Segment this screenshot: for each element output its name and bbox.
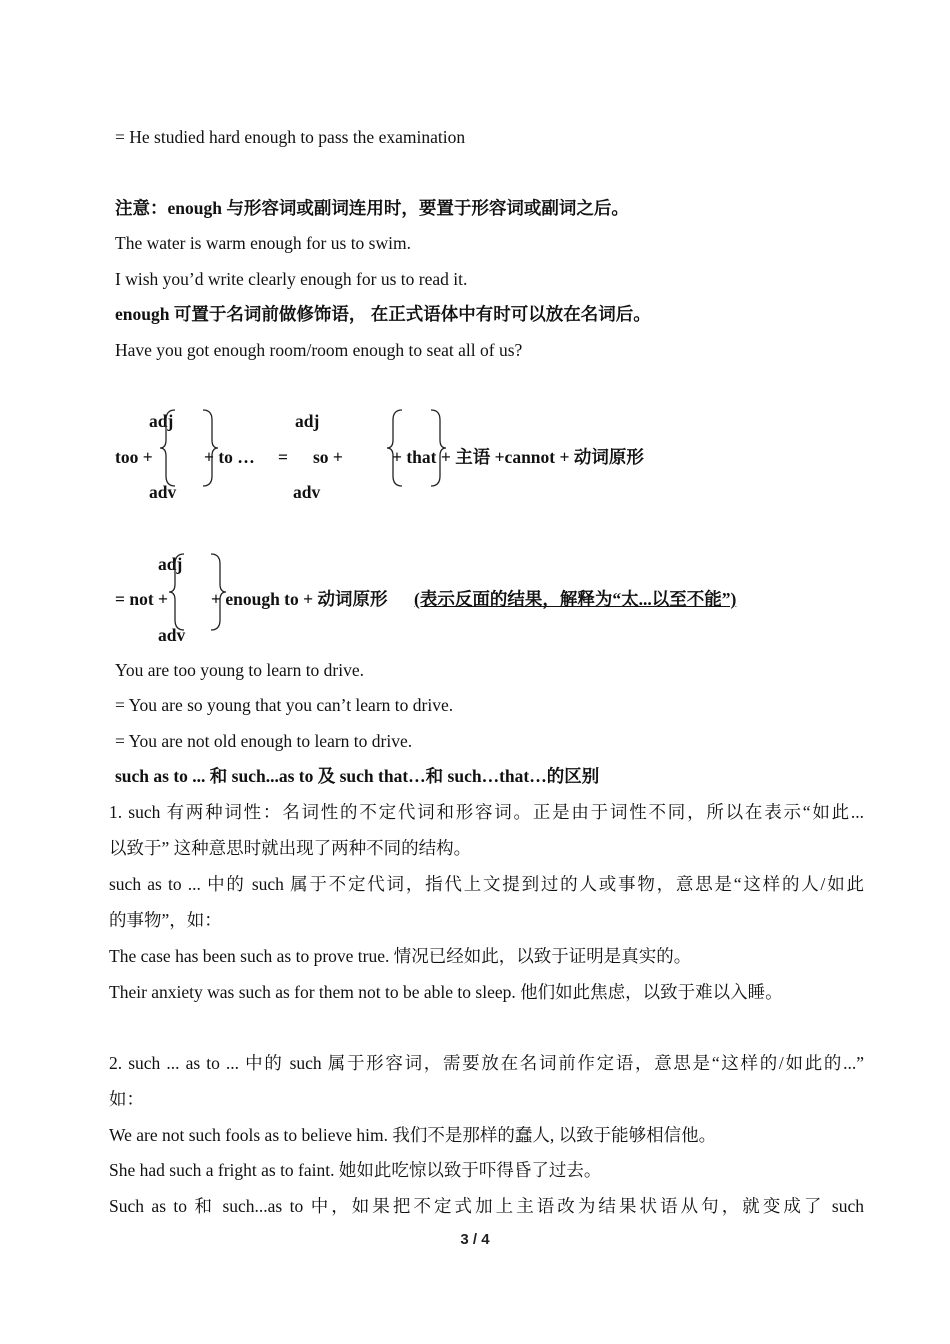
- formula-adj: adj: [158, 554, 183, 574]
- paragraph-line: 1. such 有两种词性：名词性的不定代词和形容词。正是由于词性不同，所以在表示“如此...: [109, 802, 864, 822]
- formula-that-clause: + that + 主语 +cannot + 动词原形: [392, 447, 644, 467]
- paragraph-line: such as to ... 中的 such 属于不定代词，指代上文提到过的人或事物，意思是“这样的人/如此: [109, 874, 864, 894]
- note-heading: 注意：enough 与形容词或副词连用时，要置于形容词或副词之后。: [115, 198, 629, 218]
- paragraph-line: Such as to 和 such...as to 中，如果把不定式加上主语改为结果状语从句，就变成了 such: [109, 1196, 864, 1216]
- formula-enough: + enough to + 动词原形: [211, 589, 388, 609]
- left-brace-icon: [167, 552, 187, 632]
- example-sentence: I wish you’d write clearly enough for us to read it.: [115, 269, 468, 289]
- example-sentence: Their anxiety was such as for them not to be able to sleep. 他们如此焦虑，以致于难以入睡。: [109, 982, 783, 1002]
- formula-note: (表示反面的结果，解释为“太...以至不能”): [414, 589, 737, 609]
- formula-too: too +: [115, 447, 153, 467]
- paragraph-line: 如：: [109, 1089, 144, 1109]
- left-brace-icon: [158, 408, 178, 488]
- formula-adv: adv: [149, 482, 177, 502]
- formula-adv: adv: [158, 625, 186, 645]
- page-number: 3 / 4: [460, 1231, 490, 1248]
- example-sentence: The water is warm enough for us to swim.: [115, 233, 411, 253]
- section-heading: such as to ... 和 such...as to 及 such that…和 such…that…的区别: [115, 766, 600, 786]
- example-sentence: She had such a fright as to faint. 她如此吃惊以致于吓得昏了过去。: [109, 1160, 602, 1180]
- formula-adj: adj: [149, 411, 174, 431]
- formula-adv: adv: [293, 482, 321, 502]
- example-sentence: We are not such fools as to believe him. 我们不是那样的蠢人, 以致于能够相信他。: [109, 1125, 717, 1145]
- formula-not: = not +: [115, 589, 169, 609]
- rule-text: enough 可置于名词前做修饰语， 在正式语体中有时可以放在名词后。: [115, 304, 651, 324]
- formula-to: + to …: [204, 447, 255, 467]
- paragraph-line: 以致于” 这种意思时就出现了两种不同的结构。: [109, 838, 472, 858]
- text-line: = He studied hard enough to pass the examination: [115, 127, 466, 147]
- example-sentence: Have you got enough room/room enough to seat all of us?: [115, 340, 523, 360]
- paragraph-line: 的事物”，如：: [109, 910, 222, 930]
- example-sentence: = You are not old enough to learn to drive.: [115, 731, 413, 751]
- example-sentence: You are too young to learn to drive.: [115, 660, 365, 680]
- example-sentence: = You are so young that you can’t learn to drive.: [115, 695, 454, 715]
- formula-adj: adj: [295, 411, 320, 431]
- formula-so: so +: [313, 447, 343, 467]
- paragraph-line: 2. such ... as to ... 中的 such 属于形容词，需要放在名词前作定语，意思是“这样的/如此的...”: [109, 1053, 864, 1073]
- example-sentence: The case has been such as to prove true. 情况已经如此，以致于证明是真实的。: [109, 946, 692, 966]
- formula-equals: =: [278, 447, 288, 467]
